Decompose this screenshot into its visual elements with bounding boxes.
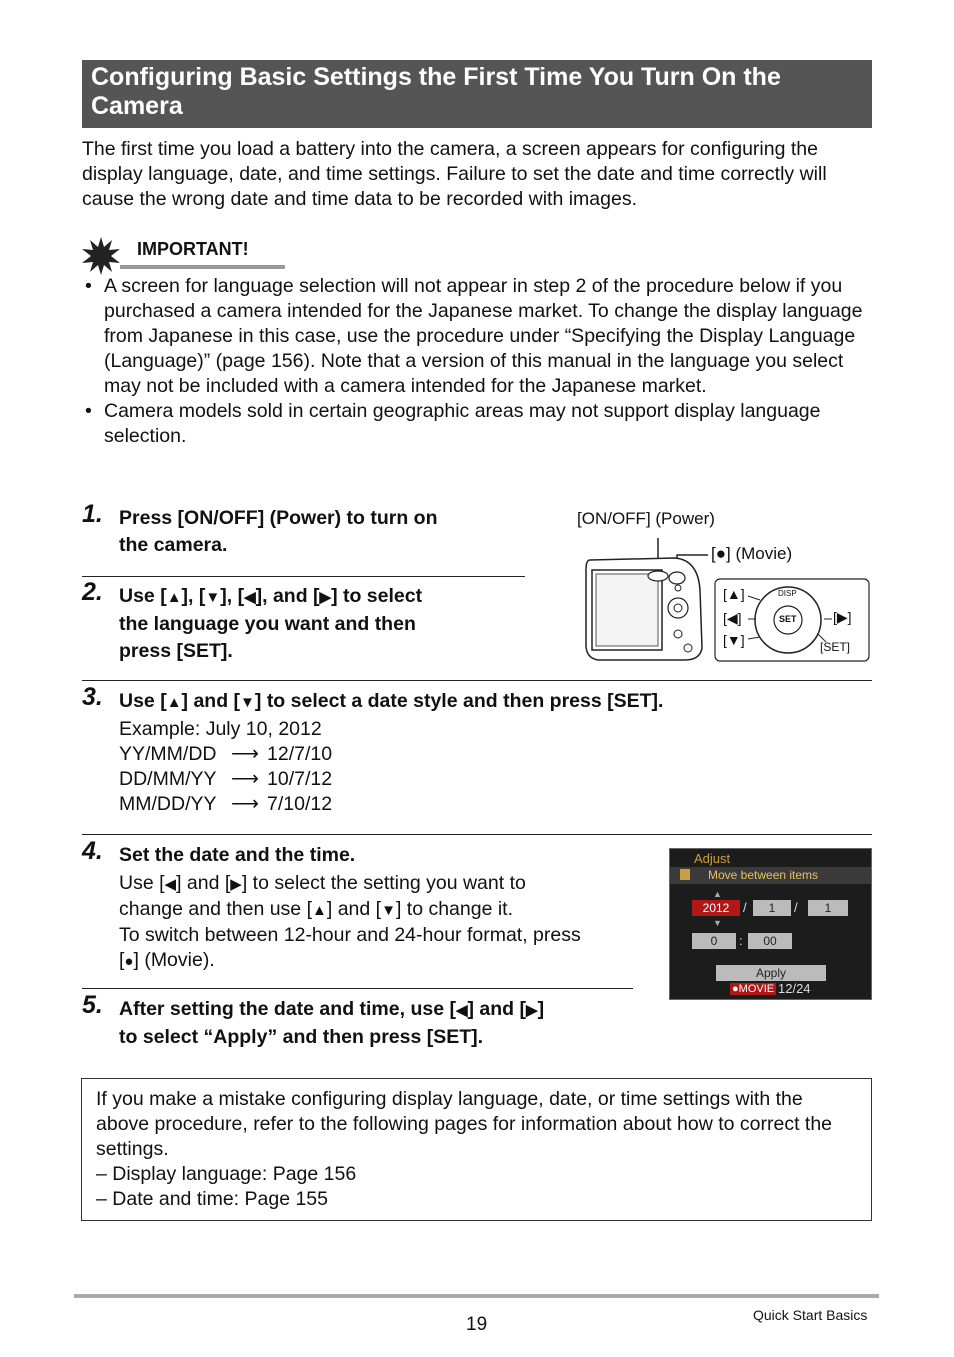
down-key-label: [▼]: [723, 632, 745, 648]
footer-rule: [74, 1294, 879, 1298]
minute-field: 00: [748, 933, 792, 949]
movie-badge: ●MOVIE: [732, 983, 775, 995]
disp-label: DISP: [778, 589, 797, 598]
screen-hint: Move between items: [708, 868, 819, 882]
set-button-label: [SET]: [820, 640, 851, 654]
step-4-body: Use [◀] and [▶] to select the setting you want to change and then use [▲] and [▼] to change it. To switch between 12-hour and 24-hour format, press [●] (Movie).: [119, 872, 581, 971]
hour-field: 0: [692, 933, 736, 949]
step-number: 4.: [82, 837, 103, 865]
left-key-label: [◀]: [723, 610, 742, 626]
time-separator: :: [739, 933, 743, 948]
important-label: IMPORTANT!: [137, 239, 249, 259]
note-text: If you make a mistake configuring display language, date, or time settings with the above procedure, refer to the following pages for information about how to correct the settings.: [96, 1088, 833, 1160]
page-title: Configuring Basic Settings the First Time You Turn On the Camera: [82, 60, 872, 128]
date-separator: /: [743, 900, 747, 915]
list-item: • Camera models sold in certain geographic areas may not support display language selection.: [85, 400, 821, 447]
divider: [82, 988, 633, 989]
step-3-text: Use [▲] and [▼] to select a date style and then press [SET].: [119, 690, 664, 712]
camera-screen: [669, 848, 872, 1000]
up-arrow-icon: ▲: [713, 889, 722, 899]
step-number: 3.: [82, 683, 103, 711]
step-5-text: After setting the date and time, use [◀] and [▶] to select “Apply” and then press [SET].: [119, 998, 545, 1048]
list-item: • A screen for language selection will not appear in step 2 of the procedure below if you purchased a camera intended for the Japanese market. To change the display language from Japanese in this case, use the procedure under “Specifying the Display Language (Language)” (page 156). Note that a version of this manual in the language you select may not be included with a camera intended for the Japanese market.: [85, 275, 863, 397]
divider: [82, 834, 872, 835]
intro-paragraph: The first time you load a battery into the camera, a screen appears for configuring the display language, date, and time settings. Failure to set the date and time correctly will cause the wrong date and time data to be recorded with images.: [82, 138, 827, 210]
hint-icon: [680, 869, 690, 880]
format-toggle: 12/24: [778, 981, 811, 996]
date-format-row: YY/MM/DD ⟶ 12/7/10: [119, 743, 333, 765]
note-box: [81, 1078, 872, 1221]
divider: [82, 680, 872, 681]
down-arrow-icon: ▼: [713, 918, 722, 928]
screen-header: Adjust: [694, 851, 731, 866]
movie-label: [●] (Movie): [711, 544, 793, 563]
month-field: 1: [753, 900, 791, 916]
important-underline: [120, 265, 285, 269]
date-separator: /: [794, 900, 798, 915]
step-number: 2.: [82, 578, 103, 606]
year-field: 2012: [692, 900, 740, 916]
step-1-text: Press [ON/OFF] (Power) to turn on the camera.: [119, 507, 438, 556]
list-item: – Display language: Page 156: [96, 1163, 357, 1185]
up-key-label: [▲]: [723, 586, 745, 602]
set-key-label: SET: [779, 614, 797, 624]
date-format-row: MM/DD/YY ⟶ 7/10/12: [119, 793, 333, 815]
screen-hint-bar: [670, 867, 871, 884]
apply-button: Apply: [716, 965, 826, 981]
step-2-text: Use [▲], [▼], [◀], and [▶] to select the language you want and then press [SET].: [119, 585, 423, 662]
step-4-title: Set the date and the time.: [119, 844, 356, 866]
section-name: Quick Start Basics: [753, 1307, 868, 1323]
important-list: [82, 274, 874, 449]
list-item: – Date and time: Page 155: [96, 1188, 328, 1210]
important-icon: [82, 237, 120, 275]
page-number: 19: [466, 1314, 488, 1335]
divider: [82, 576, 525, 577]
day-field: 1: [808, 900, 848, 916]
power-label: [ON/OFF] (Power): [577, 509, 715, 528]
date-format-row: DD/MM/YY ⟶ 10/7/12: [119, 768, 333, 790]
right-key-label: [▶]: [833, 609, 852, 625]
date-example: Example: July 10, 2012 YY/MM/DD ⟶ 12/7/10 DD/MM/YY ⟶ 10/7/12 MM/DD/YY ⟶ 7/10/12: [119, 718, 333, 815]
step-number: 5.: [82, 991, 103, 1019]
step-number: 1.: [82, 500, 103, 528]
